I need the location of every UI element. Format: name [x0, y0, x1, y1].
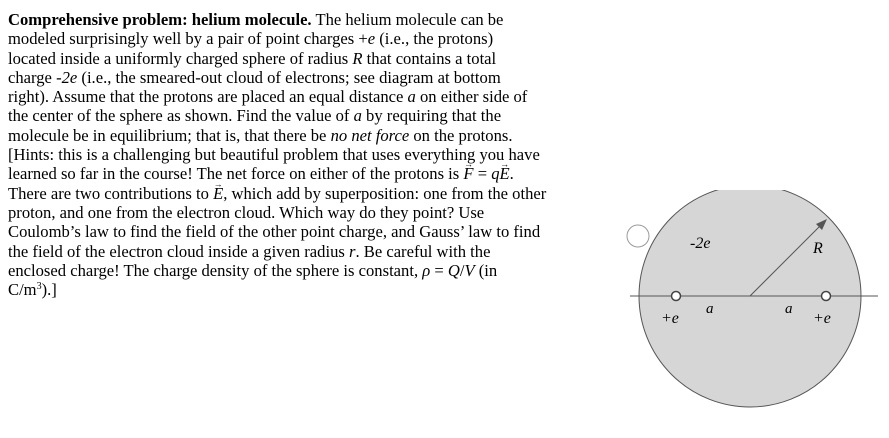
left-charge-label: +e	[661, 310, 679, 327]
right-distance-label: a	[785, 301, 793, 317]
problem-title: Comprehensive problem: helium molecule.	[8, 10, 312, 29]
text-line-3: located inside a uniformly charged sphere of radius R that contains a total	[8, 48, 497, 68]
cloud-charge-label: -2e	[690, 235, 711, 252]
text-line-10: There are two contributions to → E, which add by superposition: one from the other	[8, 184, 608, 203]
field-vector: → E	[500, 164, 510, 183]
text-line-12: Coulomb’s law to find the field of the other point charge, and Gauss’ law to find	[8, 222, 541, 242]
text-line-8: [Hints: this is a challenging but beautiful problem that uses everything you have	[8, 145, 540, 165]
text-line-6: the center of the sphere as shown. Find the value of a by requiring that the	[8, 106, 502, 126]
cursor-circle-icon	[627, 225, 649, 247]
text-line-1: Comprehensive problem: helium molecule. The helium molecule can be	[8, 10, 504, 29]
left-proton	[672, 292, 681, 301]
left-distance-label: a	[706, 301, 714, 317]
text-line-13: the field of the electron cloud inside a given radius r. Be careful with the	[8, 241, 491, 261]
field-vector: → E	[213, 184, 223, 203]
radius-label: R	[813, 240, 823, 257]
problem-text	[8, 10, 608, 299]
right-proton	[822, 292, 831, 301]
text-line-15: $C/m^3$).]	[8, 280, 57, 300]
text-line-7: molecule be in equilibrium; that is, that there be no net force on the protons.	[8, 125, 513, 145]
text-line-14: enclosed charge! The charge density of the sphere is constant, ρ = Q/V (in	[8, 260, 498, 280]
text-line-5: right). Assume that the protons are placed an equal distance a on either side of	[8, 87, 528, 107]
text-line-9: learned so far in the course! The net force on either of the protons is → F = q→ E.	[8, 164, 608, 183]
right-charge-label: +e	[813, 310, 831, 327]
force-vector: → F	[463, 164, 473, 183]
text-line-4: charge -2e (i.e., the smeared-out cloud of electrons; see diagram at bottom	[8, 67, 501, 87]
text-line-2: modeled surprisingly well by a pair of point charges +e (i.e., the protons)	[8, 29, 494, 49]
text-line-11: proton, and one from the electron cloud. Which way do they point? Use	[8, 202, 485, 222]
helium-diagram	[620, 190, 882, 434]
